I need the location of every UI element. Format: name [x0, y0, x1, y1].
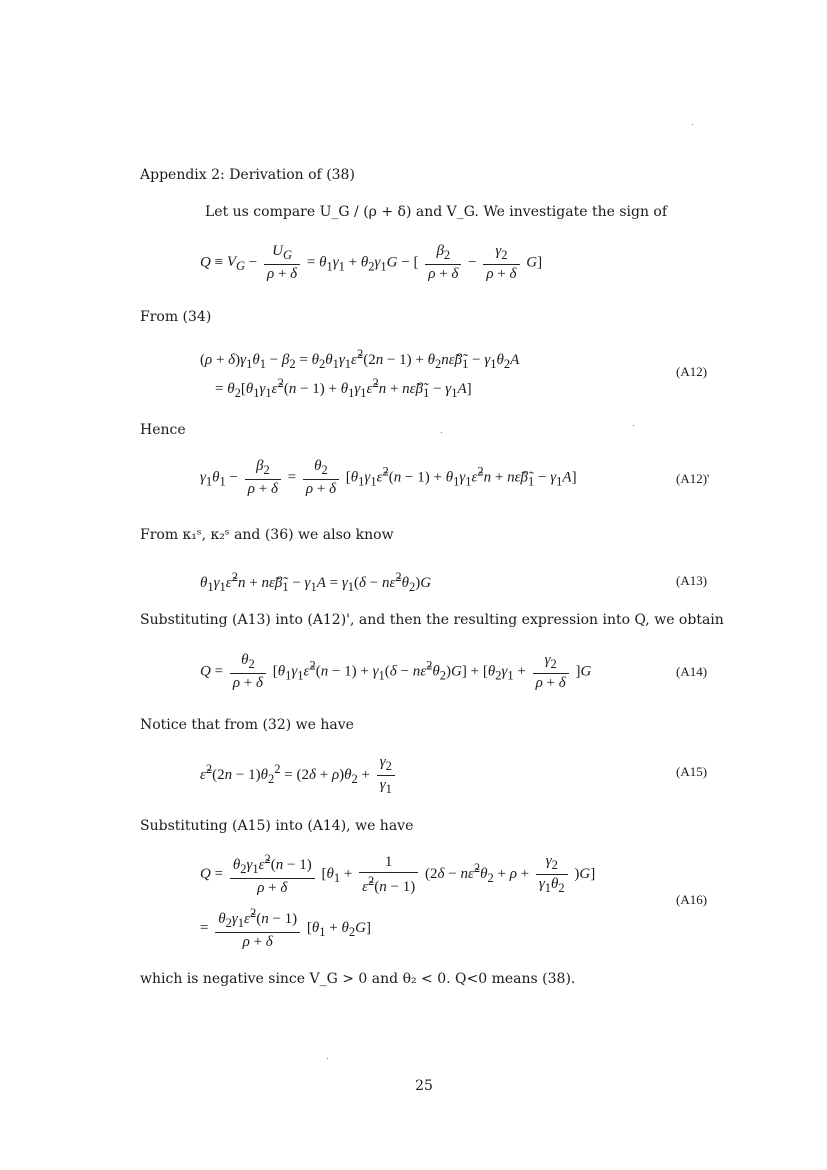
scan-speck	[327, 1058, 328, 1059]
from-34-label: From (34)	[140, 309, 212, 325]
tag-a14: (A14)	[676, 664, 708, 679]
appendix-heading: Appendix 2: Derivation of (38)	[140, 167, 355, 183]
scan-speck	[692, 124, 693, 125]
notice-paragraph: Notice that from (32) we have	[140, 717, 354, 733]
conclusion-paragraph: which is negative since V_G > 0 and θ₂ < 0. Q<0 means (38).	[140, 971, 576, 987]
tag-a16: (A16)	[676, 892, 708, 907]
equation-a12-prime: $\gamma_1\theta_1$ − $\frac{\beta_2}{\rho + \delta}$ = $\frac{\theta_2}{\rho + \delta}$ [$\theta_1\gamma_1\varepsiloñ^2(n - 1)$ + $\theta_1\gamma_1\varepsiloñ^2n$ + $n\varepsiloñ\betã_1 - \gamma_1A$]	[200, 458, 577, 497]
equation-a12-line2: = $\theta_2[\theta_1\gamma_1\varepsiloñ^2(n - 1)$ + $\theta_1\gamma_1\varepsiloñ^2n$ + $n\varepsiloñ\betã_1 - \gamma_1A$]	[215, 376, 472, 400]
equation-a12-line1: $(\rho + \delta)\gamma_1\theta_1 - \beta_2$ = $\theta_2\theta_1\gamma_1\varepsiloñ^2(2n - 1)$ + $\theta_2n\varepsiloñ\betã_1 - \gamma_1\theta_2A$	[200, 347, 520, 371]
tag-a13: (A13)	[676, 573, 708, 588]
equation-a13: $\theta_1\gamma_1\varepsiloñ^2n$ + $n\varepsiloñ\betã_1 - \gamma_1A = \gamma_1(\delta$ − $n\varepsiloñ^2\theta_2)G$	[200, 570, 432, 594]
tag-a12: (A12)	[676, 364, 708, 379]
substituting-a15-paragraph: Substituting (A15) into (A14), we have	[140, 818, 414, 834]
equation-a16-line2: = $\frac{\theta_2\gamma_1\varepsiloñ^2(n - 1)}{\rho + \delta}$ $[\theta_1 + \theta_2G]$	[200, 906, 371, 950]
equation-a16-line1: Q = $\frac{\theta_2\gamma_1\varepsiloñ^2(n - 1)}{\rho + \delta}$ [$\theta_1$ + $\frac{1}{\varepsiloñ^2(n - 1)}$ ($2\delta - n\varepsiloñ^2\theta_2 + \rho$ + $\frac{\gamma_2}{\gamma_1\theta_2}$ )G]	[200, 852, 596, 896]
tag-a12-prime: (A12)'	[676, 471, 710, 486]
tag-a15: (A15)	[676, 764, 708, 779]
equation-a15: ε̃$^2$(2n − $1)\theta_2^2 = (2\delta + \rho)\theta_2$ + $\frac{\gamma_2}{\gamma_1}$	[200, 754, 398, 797]
substituting-a13-paragraph: Substituting (A13) into (A12)', and then the resulting expression into Q, we obtain	[140, 612, 724, 628]
intro-paragraph: Let us compare U_G / (ρ + δ) and V_G. We investigate the sign of	[205, 204, 668, 220]
from-kappa-label: From κ₁ˢ, κ₂ˢ and (36) we also know	[140, 527, 394, 543]
scan-speck	[441, 432, 442, 433]
page-number: 25	[415, 1078, 433, 1094]
equation-a14: Q = $\frac{\theta_2}{\rho + \delta}$ [$\theta_1\gamma_1\varepsiloñ^2(n - 1) + \gamma_1(\delta$ − $n\varepsiloñ^2\theta_2)G] + [\theta_2\gamma_1$ + $\frac{\gamma_2}{\rho + \delta}$ ]G	[200, 652, 592, 691]
equation-q-definition: $Q \equiv V_G$ − $\frac{U_G}{\rho + \delta}$ = $\theta_1\gamma_1 + \theta_2\gamma_1G$ − [ $\frac{\beta_2}{\rho + \delta}$ − $\frac{\gamma_2}{\rho + \delta}$ G]	[200, 243, 543, 282]
scan-speck	[633, 425, 634, 426]
hence-label: Hence	[140, 422, 186, 438]
